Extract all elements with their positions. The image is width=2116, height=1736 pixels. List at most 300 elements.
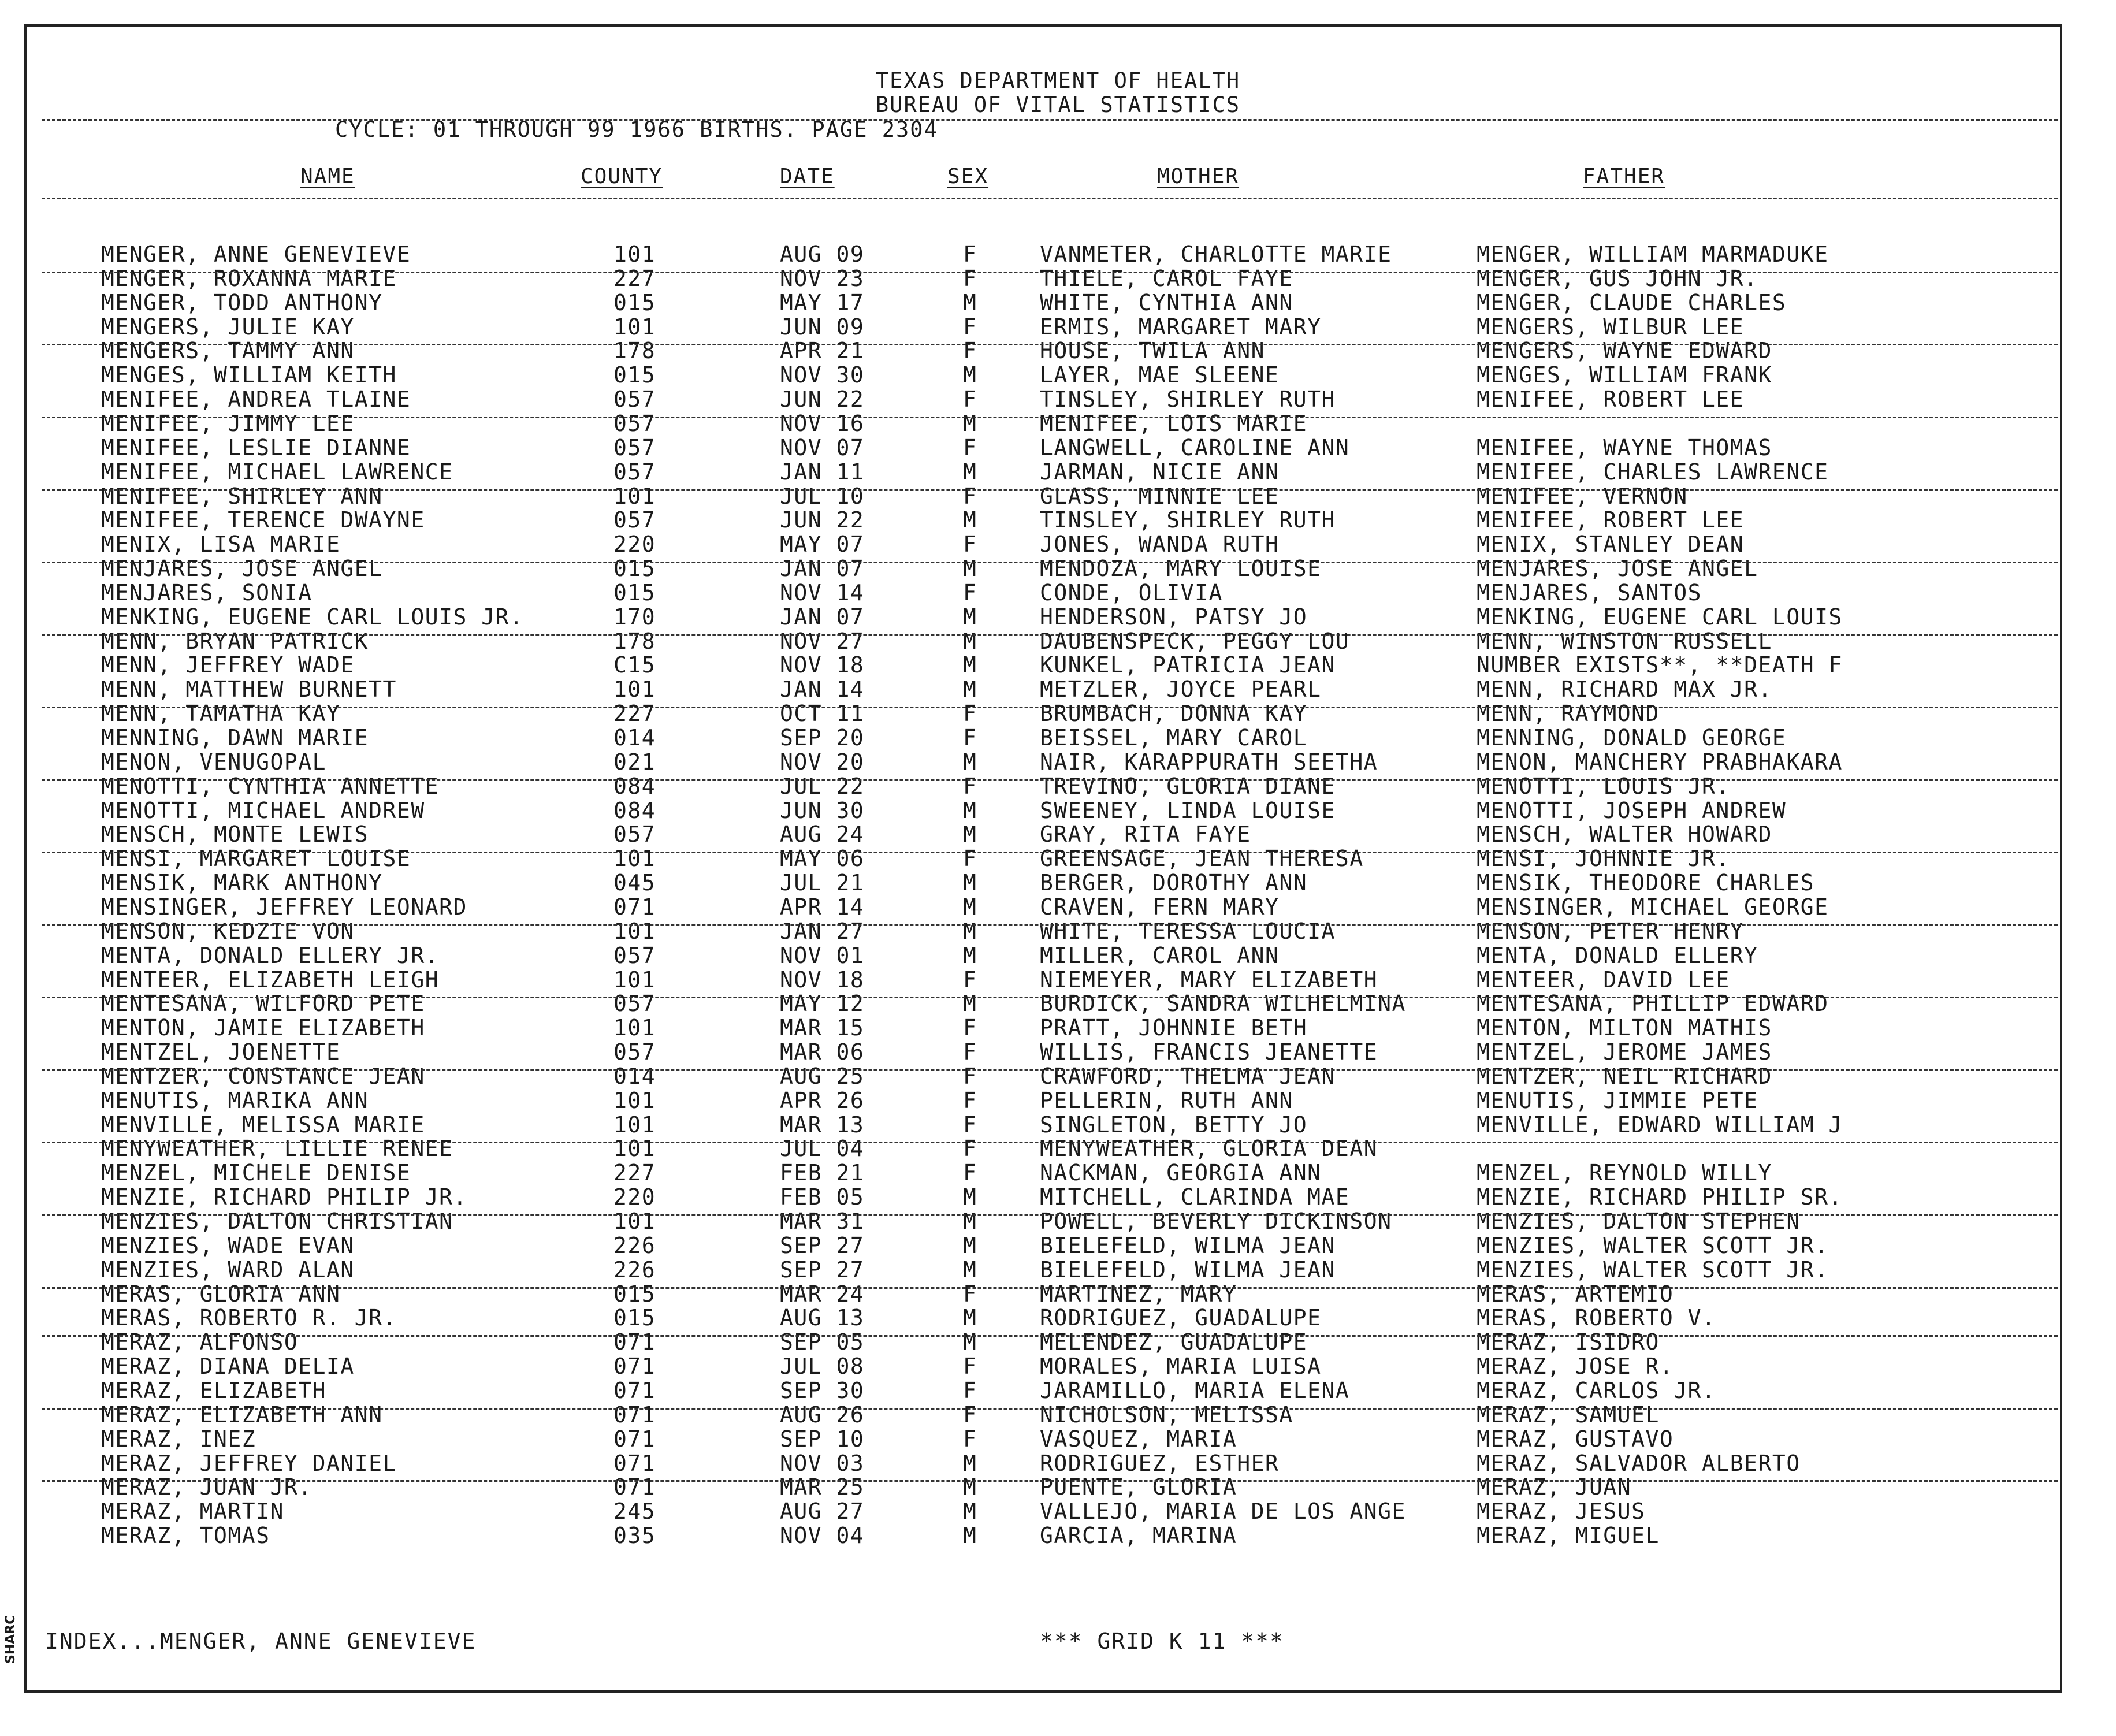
record-county: 084: [613, 797, 656, 823]
record-date: MAY 07: [780, 531, 865, 557]
record-row: [0, 1475, 2116, 1499]
record-name: MENIFEE, TERENCE DWAYNE: [101, 507, 425, 533]
record-sex: M: [963, 652, 977, 678]
record-sex: F: [963, 1136, 977, 1162]
record-county: 227: [613, 1160, 656, 1186]
record-date: JUN 22: [780, 507, 865, 533]
record-sex: F: [963, 1402, 977, 1428]
record-mother: NICHOLSON, MELISSA: [1040, 1402, 1293, 1428]
record-county: 101: [613, 676, 656, 702]
row-divider: [42, 344, 2058, 345]
record-date: MAY 06: [780, 846, 865, 872]
record-row: [0, 605, 2116, 629]
record-mother: PUENTE, GLORIA: [1040, 1474, 1237, 1500]
record-mother: MITCHELL, CLARINDA MAE: [1040, 1184, 1350, 1210]
record-father: MENGER, GUS JOHN JR.: [1477, 265, 1758, 291]
record-row: [0, 1355, 2116, 1378]
record-name: MENNING, DAWN MARIE: [101, 725, 369, 750]
record-sex: F: [963, 1377, 977, 1403]
record-father: MENSON, PETER HENRY: [1477, 918, 1745, 944]
record-county: 220: [613, 1184, 656, 1210]
record-name: MERAZ, ALFONSO: [101, 1329, 299, 1355]
record-county: 035: [613, 1523, 656, 1549]
record-name: MENGER, TODD ANTHONY: [101, 289, 383, 315]
record-father: MENN, RICHARD MAX JR.: [1477, 676, 1772, 702]
record-row: [0, 1210, 2116, 1233]
record-county: 101: [613, 918, 656, 944]
row-divider: [42, 707, 2058, 708]
record-date: AUG 24: [780, 821, 865, 847]
record-father: MENKING, EUGENE CARL LOUIS: [1477, 604, 1843, 630]
record-date: SEP 05: [780, 1329, 865, 1355]
record-name: MENIFEE, ANDREA TLAINE: [101, 386, 411, 412]
record-father: MENSINGER, MICHAEL GEORGE: [1477, 894, 1829, 920]
record-name: MENSCH, MONTE LEWIS: [101, 821, 369, 847]
row-divider: [42, 562, 2058, 563]
record-county: 021: [613, 749, 656, 775]
cycle-line: CYCLE: 01 THROUGH 99 1966 BIRTHS. PAGE 2304: [335, 117, 938, 142]
row-divider: [42, 1142, 2058, 1143]
record-sex: M: [963, 894, 977, 920]
record-date: SEP 10: [780, 1426, 865, 1452]
record-sex: F: [963, 725, 977, 750]
record-mother: NIEMEYER, MARY ELIZABETH: [1040, 966, 1378, 992]
record-father: MERAZ, GUSTAVO: [1477, 1426, 1674, 1452]
record-name: MENTON, JAMIE ELIZABETH: [101, 1015, 425, 1041]
row-divider: [42, 1069, 2058, 1071]
record-date: OCT 11: [780, 701, 865, 727]
record-father: MERAZ, JUAN: [1477, 1474, 1632, 1500]
record-mother: WHITE, TERESSA LOUCIA: [1040, 918, 1336, 944]
record-name: MENVILLE, MELISSA MARIE: [101, 1112, 425, 1137]
record-county: 015: [613, 579, 656, 605]
record-date: JAN 27: [780, 918, 865, 944]
record-row: [0, 363, 2116, 386]
record-row: [0, 315, 2116, 339]
record-name: MERAS, GLORIA ANN: [101, 1281, 341, 1307]
record-sex: F: [963, 773, 977, 799]
record-name: MENZIES, WARD ALAN: [101, 1257, 355, 1283]
record-mother: TREVINO, GLORIA DIANE: [1040, 773, 1336, 799]
record-county: 071: [613, 1329, 656, 1355]
record-date: NOV 16: [780, 410, 865, 436]
record-name: MENSIK, MARK ANTHONY: [101, 870, 383, 896]
record-mother: RODRIGUEZ, ESTHER: [1040, 1450, 1280, 1476]
record-name: MENN, TAMATHA KAY: [101, 701, 341, 727]
record-mother: MENIFEE, LOIS MARIE: [1040, 410, 1308, 436]
record-row: [0, 581, 2116, 604]
record-father: MENIFEE, ROBERT LEE: [1477, 386, 1745, 412]
record-row: [0, 1016, 2116, 1039]
record-father: MENGER, WILLIAM MARMADUKE: [1477, 241, 1829, 267]
record-county: 245: [613, 1499, 656, 1525]
record-father: MERAZ, SAMUEL: [1477, 1402, 1660, 1428]
record-row: [0, 799, 2116, 822]
record-father: MERAS, ARTEMIO: [1477, 1281, 1674, 1307]
record-name: MENN, JEFFREY WADE: [101, 652, 355, 678]
record-mother: MENDOZA, MARY LOUISE: [1040, 556, 1322, 582]
record-mother: LANGWELL, CAROLINE ANN: [1040, 434, 1350, 460]
record-sex: M: [963, 1329, 977, 1355]
record-row: [0, 920, 2116, 943]
record-sex: F: [963, 701, 977, 727]
record-father: MERAZ, JESUS: [1477, 1499, 1646, 1525]
record-name: MENGES, WILLIAM KEITH: [101, 362, 397, 388]
record-county: 178: [613, 338, 656, 364]
record-date: JAN 07: [780, 556, 865, 582]
record-county: 071: [613, 1402, 656, 1428]
record-sex: F: [963, 1039, 977, 1065]
index-label: INDEX...MENGER, ANNE GENEVIEVE: [45, 1629, 477, 1654]
record-row: [0, 412, 2116, 435]
record-sex: M: [963, 1474, 977, 1500]
record-county: 057: [613, 410, 656, 436]
record-date: AUG 09: [780, 241, 865, 267]
record-mother: VALLEJO, MARIA DE LOS ANGE: [1040, 1499, 1406, 1525]
record-date: JUL 10: [780, 483, 865, 509]
record-mother: GARCIA, MARINA: [1040, 1523, 1237, 1549]
record-county: 226: [613, 1232, 656, 1258]
record-mother: TINSLEY, SHIRLEY RUTH: [1040, 507, 1336, 533]
record-mother: BIELEFELD, WILMA JEAN: [1040, 1257, 1336, 1283]
record-name: MENSI, MARGARET LOUISE: [101, 846, 411, 872]
record-row: [0, 702, 2116, 725]
record-sex: F: [963, 1160, 977, 1186]
record-row: [0, 508, 2116, 531]
record-name: MENIFEE, LESLIE DIANNE: [101, 434, 411, 460]
record-row: [0, 992, 2116, 1015]
record-name: MENGERS, JULIE KAY: [101, 314, 355, 340]
record-father: MENN, WINSTON RUSSELL: [1477, 628, 1772, 654]
record-sex: M: [963, 676, 977, 702]
col-header-mother: MOTHER: [1157, 165, 1240, 188]
record-row: [0, 557, 2116, 580]
record-sex: F: [963, 314, 977, 340]
row-divider: [42, 272, 2058, 273]
record-name: MERAZ, ELIZABETH: [101, 1377, 327, 1403]
record-name: MENTZEL, JOENETTE: [101, 1039, 341, 1065]
record-county: 101: [613, 1112, 656, 1137]
record-county: 057: [613, 1039, 656, 1065]
record-mother: GRAY, RITA FAYE: [1040, 821, 1251, 847]
record-name: MENKING, EUGENE CARL LOUIS JR.: [101, 604, 524, 630]
record-mother: NACKMAN, GEORGIA ANN: [1040, 1160, 1322, 1186]
record-date: SEP 27: [780, 1257, 865, 1283]
record-county: 015: [613, 289, 656, 315]
record-county: 071: [613, 1377, 656, 1403]
record-sex: M: [963, 749, 977, 775]
record-name: MENZIES, DALTON CHRISTIAN: [101, 1209, 453, 1234]
record-county: 101: [613, 966, 656, 992]
record-name: MENTESANA, WILFORD PETE: [101, 991, 425, 1017]
record-name: MERAZ, ELIZABETH ANN: [101, 1402, 383, 1428]
record-sex: M: [963, 797, 977, 823]
record-date: FEB 05: [780, 1184, 865, 1210]
record-date: NOV 23: [780, 265, 865, 291]
record-mother: PELLERIN, RUTH ANN: [1040, 1087, 1293, 1113]
record-county: 014: [613, 725, 656, 750]
record-row: [0, 1258, 2116, 1281]
record-county: 101: [613, 1209, 656, 1234]
record-mother: PRATT, JOHNNIE BETH: [1040, 1015, 1308, 1041]
record-mother: BRUMBACH, DONNA KAY: [1040, 701, 1308, 727]
record-mother: SWEENEY, LINDA LOUISE: [1040, 797, 1336, 823]
record-sex: M: [963, 410, 977, 436]
record-name: MERAZ, JUAN JR.: [101, 1474, 313, 1500]
record-row: [0, 775, 2116, 798]
record-sex: F: [963, 338, 977, 364]
record-father: MENIFEE, WAYNE THOMAS: [1477, 434, 1772, 460]
record-father: MENSCH, WALTER HOWARD: [1477, 821, 1772, 847]
record-father: MENGES, WILLIAM FRANK: [1477, 362, 1772, 388]
record-father: MENIFEE, VERNON: [1477, 483, 1688, 509]
record-father: MERAZ, CARLOS JR.: [1477, 1377, 1716, 1403]
record-sex: M: [963, 821, 977, 847]
record-father: NUMBER EXISTS**, **DEATH F: [1477, 652, 1843, 678]
record-mother: LAYER, MAE SLEENE: [1040, 362, 1280, 388]
record-father: MENTEER, DAVID LEE: [1477, 966, 1730, 992]
record-name: MERAZ, DIANA DELIA: [101, 1354, 355, 1380]
record-mother: TINSLEY, SHIRLEY RUTH: [1040, 386, 1336, 412]
record-row: [0, 485, 2116, 508]
grid-label: *** GRID K 11 ***: [1040, 1629, 1284, 1654]
record-name: MENGER, ROXANNA MARIE: [101, 265, 397, 291]
record-date: NOV 03: [780, 1450, 865, 1476]
record-date: NOV 30: [780, 362, 865, 388]
record-row: [0, 291, 2116, 314]
record-mother: WILLIS, FRANCIS JEANETTE: [1040, 1039, 1378, 1065]
record-sex: F: [963, 1063, 977, 1089]
record-date: FEB 21: [780, 1160, 865, 1186]
record-county: 071: [613, 1450, 656, 1476]
record-mother: CONDE, OLIVIA: [1040, 579, 1223, 605]
record-row: [0, 823, 2116, 846]
record-mother: GREENSAGE, JEAN THERESA: [1040, 846, 1364, 872]
record-father: MENOTTI, LOUIS JR.: [1477, 773, 1730, 799]
record-mother: JARAMILLO, MARIA ELENA: [1040, 1377, 1350, 1403]
record-county: 015: [613, 1305, 656, 1331]
record-father: MERAZ, SALVADOR ALBERTO: [1477, 1450, 1801, 1476]
record-name: MENTEER, ELIZABETH LEIGH: [101, 966, 440, 992]
record-county: 015: [613, 362, 656, 388]
record-name: MENIX, LISA MARIE: [101, 531, 341, 557]
record-county: 101: [613, 314, 656, 340]
record-father: MENTZER, NEIL RICHARD: [1477, 1063, 1772, 1089]
record-row: [0, 1428, 2116, 1451]
record-sex: F: [963, 1426, 977, 1452]
record-date: AUG 13: [780, 1305, 865, 1331]
record-mother: MELENDEZ, GUADALUPE: [1040, 1329, 1308, 1355]
record-father: MENNING, DONALD GEORGE: [1477, 725, 1787, 750]
record-date: AUG 25: [780, 1063, 865, 1089]
record-father: MENZEL, REYNOLD WILLY: [1477, 1160, 1772, 1186]
record-county: 084: [613, 773, 656, 799]
record-county: 057: [613, 821, 656, 847]
record-date: MAY 12: [780, 991, 865, 1017]
record-date: SEP 20: [780, 725, 865, 750]
record-county: 101: [613, 1087, 656, 1113]
record-date: JAN 14: [780, 676, 865, 702]
record-father: MENOTTI, JOSEPH ANDREW: [1477, 797, 1787, 823]
record-date: NOV 20: [780, 749, 865, 775]
record-sex: M: [963, 1209, 977, 1234]
record-date: MAR 24: [780, 1281, 865, 1307]
record-name: MENJARES, JOSE ANGEL: [101, 556, 383, 582]
record-mother: BURDICK, SANDRA WILHELMINA: [1040, 991, 1406, 1017]
record-county: 057: [613, 942, 656, 968]
record-sex: M: [963, 1523, 977, 1549]
record-date: NOV 04: [780, 1523, 865, 1549]
record-name: MENYWEATHER, LILLIE RENEE: [101, 1136, 453, 1162]
record-name: MENZEL, MICHELE DENISE: [101, 1160, 411, 1186]
col-header-date: DATE: [780, 165, 835, 188]
record-father: MENGER, CLAUDE CHARLES: [1477, 289, 1787, 315]
record-father: MENUTIS, JIMMIE PETE: [1477, 1087, 1758, 1113]
record-county: 226: [613, 1257, 656, 1283]
record-row: [0, 1403, 2116, 1426]
record-father: MENN, RAYMOND: [1477, 701, 1660, 727]
record-row: [0, 243, 2116, 266]
record-date: APR 21: [780, 338, 865, 364]
record-row: [0, 339, 2116, 362]
record-county: 057: [613, 459, 656, 485]
record-father: MENZIES, WALTER SCOTT JR.: [1477, 1232, 1829, 1258]
record-row: [0, 1283, 2116, 1306]
record-name: MENOTTI, CYNTHIA ANNETTE: [101, 773, 440, 799]
record-sex: M: [963, 289, 977, 315]
record-county: 227: [613, 265, 656, 291]
record-name: MENZIES, WADE EVAN: [101, 1232, 355, 1258]
record-date: NOV 27: [780, 628, 865, 654]
record-mother: WHITE, CYNTHIA ANN: [1040, 289, 1293, 315]
record-sex: F: [963, 265, 977, 291]
record-mother: NAIR, KARAPPURATH SEETHA: [1040, 749, 1378, 775]
record-date: MAR 15: [780, 1015, 865, 1041]
record-sex: F: [963, 1087, 977, 1113]
record-sex: F: [963, 846, 977, 872]
record-sex: F: [963, 579, 977, 605]
record-sex: M: [963, 942, 977, 968]
record-father: MENON, MANCHERY PRABHAKARA: [1477, 749, 1843, 775]
record-row: [0, 847, 2116, 870]
record-sex: M: [963, 1257, 977, 1283]
record-county: 071: [613, 1474, 656, 1500]
record-sex: M: [963, 1499, 977, 1525]
record-sex: M: [963, 870, 977, 896]
record-father: MENTON, MILTON MATHIS: [1477, 1015, 1772, 1041]
record-mother: CRAWFORD, THELMA JEAN: [1040, 1063, 1336, 1089]
record-date: MAY 17: [780, 289, 865, 315]
record-county: 101: [613, 846, 656, 872]
record-date: NOV 01: [780, 942, 865, 968]
row-divider: [42, 489, 2058, 491]
record-row: [0, 267, 2116, 290]
record-name: MERAZ, JEFFREY DANIEL: [101, 1450, 397, 1476]
record-sex: M: [963, 507, 977, 533]
record-county: 220: [613, 531, 656, 557]
record-name: MENSON, KEDZIE VON: [101, 918, 355, 944]
record-county: 057: [613, 386, 656, 412]
row-divider: [42, 1408, 2058, 1410]
record-father: MENTESANA, PHILLIP EDWARD: [1477, 991, 1829, 1017]
record-county: 014: [613, 1063, 656, 1089]
record-row: [0, 1379, 2116, 1402]
record-row: [0, 1040, 2116, 1064]
record-county: 178: [613, 628, 656, 654]
record-date: NOV 07: [780, 434, 865, 460]
record-date: MAR 31: [780, 1209, 865, 1234]
row-divider: [42, 1335, 2058, 1337]
record-date: APR 26: [780, 1087, 865, 1113]
record-sex: M: [963, 1232, 977, 1258]
record-name: MENOTTI, MICHAEL ANDREW: [101, 797, 425, 823]
record-mother: RODRIGUEZ, GUADALUPE: [1040, 1305, 1322, 1331]
row-divider: [42, 417, 2058, 418]
record-date: MAR 25: [780, 1474, 865, 1500]
record-date: JAN 11: [780, 459, 865, 485]
record-row: [0, 895, 2116, 919]
record-sex: M: [963, 362, 977, 388]
record-date: MAR 13: [780, 1112, 865, 1137]
record-date: JAN 07: [780, 604, 865, 630]
record-mother: HOUSE, TWILA ANN: [1040, 338, 1266, 364]
row-divider: [42, 779, 2058, 781]
record-mother: VANMETER, CHARLOTTE MARIE: [1040, 241, 1392, 267]
record-sex: F: [963, 386, 977, 412]
record-county: 057: [613, 991, 656, 1017]
column-divider: [42, 198, 2058, 199]
record-name: MENTA, DONALD ELLERY JR.: [101, 942, 440, 968]
record-mother: SINGLETON, BETTY JO: [1040, 1112, 1308, 1137]
record-row: [0, 1065, 2116, 1088]
record-date: APR 14: [780, 894, 865, 920]
record-name: MENGERS, TAMMY ANN: [101, 338, 355, 364]
record-row: [0, 1452, 2116, 1475]
record-sex: F: [963, 434, 977, 460]
record-row: [0, 1500, 2116, 1523]
record-row: [0, 1137, 2116, 1160]
record-sex: F: [963, 1015, 977, 1041]
record-row: [0, 653, 2116, 676]
record-name: MERAZ, TOMAS: [101, 1523, 270, 1549]
record-sex: M: [963, 459, 977, 485]
record-mother: JARMAN, NICIE ANN: [1040, 459, 1280, 485]
record-father: MENSI, JOHNNIE JR.: [1477, 846, 1730, 872]
row-divider: [42, 997, 2058, 998]
record-name: MENIFEE, MICHAEL LAWRENCE: [101, 459, 453, 485]
record-row: [0, 968, 2116, 991]
record-date: JUL 04: [780, 1136, 865, 1162]
record-mother: MILLER, CAROL ANN: [1040, 942, 1280, 968]
record-row: [0, 533, 2116, 556]
record-row: [0, 436, 2116, 459]
col-header-sex: SEX: [947, 165, 989, 188]
record-date: SEP 30: [780, 1377, 865, 1403]
record-sex: F: [963, 1112, 977, 1137]
record-date: AUG 26: [780, 1402, 865, 1428]
record-mother: CRAVEN, FERN MARY: [1040, 894, 1280, 920]
record-mother: POWELL, BEVERLY DICKINSON: [1040, 1209, 1392, 1234]
record-name: MENN, BRYAN PATRICK: [101, 628, 369, 654]
record-father: MENIFEE, CHARLES LAWRENCE: [1477, 459, 1829, 485]
record-mother: MARTINEZ, MARY: [1040, 1281, 1237, 1307]
record-sex: M: [963, 628, 977, 654]
record-mother: HENDERSON, PATSY JO: [1040, 604, 1308, 630]
record-row: [0, 944, 2116, 967]
record-name: MENUTIS, MARIKA ANN: [101, 1087, 369, 1113]
record-name: MENSINGER, JEFFREY LEONARD: [101, 894, 467, 920]
record-sex: M: [963, 918, 977, 944]
